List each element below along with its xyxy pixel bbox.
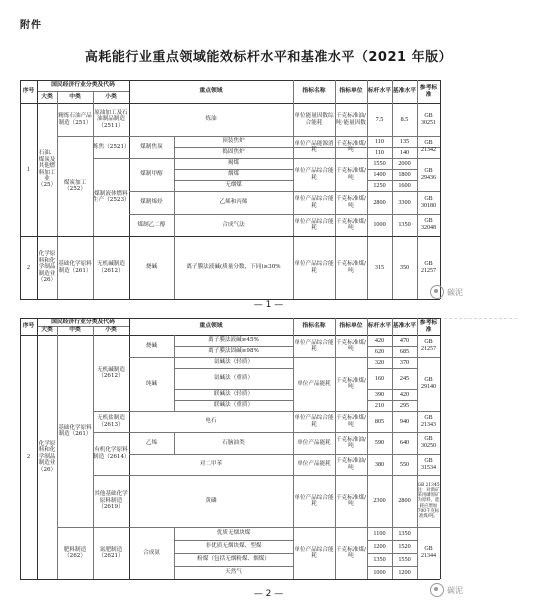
cell-baseline: 940	[399, 417, 410, 425]
cell-baseline: 1550	[398, 555, 411, 563]
cell-unit: 千克标准煤/吨	[336, 168, 366, 181]
cell-field: 煤制甲醇	[140, 171, 163, 178]
cell-subfield: 无烟煤	[225, 182, 242, 189]
cell-baseline: 470	[399, 336, 410, 344]
cell-reference: GB 29140	[421, 377, 436, 390]
cell-minor: 无机盐制造（2613）	[97, 415, 125, 428]
cell-benchmark: 315	[374, 263, 385, 271]
cell-field: 煤制焦炭	[140, 143, 163, 150]
header-benchmark: 标杆水平	[367, 323, 392, 330]
header-medium: 中类	[69, 327, 81, 334]
header-reference: 参考标准	[419, 84, 438, 98]
cell-baseline: 1350	[398, 221, 411, 229]
cell-medium: 肥料制造（262）	[63, 546, 87, 559]
cell-benchmark: 380	[374, 460, 385, 468]
cell-benchmark: 1100	[373, 529, 386, 537]
cell-major: 化学原料和化学制品制造业（26）	[37, 440, 57, 473]
cell-baseline: 295	[399, 401, 410, 409]
cell-minor: 无机碱制造（2612）	[97, 366, 125, 379]
cell-baseline: 1800	[398, 170, 411, 178]
cell-reference: GB 30250	[421, 436, 436, 449]
header-classification: 国民经济行业分类及代码	[51, 318, 115, 325]
cell-major: 化学原料和化学制品制造业（26）	[37, 251, 57, 284]
cell-unit: 千克标准油/吨·能量因数	[336, 113, 366, 126]
cell-minor: 炼焦（2521）	[93, 143, 130, 150]
cell-field: 合成氨	[143, 549, 160, 556]
cell-indicator: 单位产品综合能耗	[294, 494, 334, 507]
header-indicator-name: 指标名称	[302, 88, 326, 95]
cell-minor: 氮肥制造（2621）	[98, 546, 124, 559]
cell-reference: GB 31534	[421, 457, 436, 471]
cell-benchmark: 1000	[373, 568, 386, 576]
cell-unit: 千克标准煤/吨	[336, 218, 366, 231]
cell-minor: 其他基础化学原料制造（2619）	[94, 491, 128, 511]
cell-indicator: 单位产品综合能耗	[294, 415, 334, 428]
header-minor: 小类	[105, 93, 117, 100]
cell-unit: 千克标准煤/吨	[336, 261, 366, 274]
cell-medium: 基础化学原料制造（261）	[58, 261, 92, 274]
cell-benchmark: 2300	[373, 497, 386, 505]
header-indicator-unit: 指标单位	[339, 323, 363, 330]
header-minor: 小类	[105, 327, 117, 334]
cell-reference: GB 21344	[421, 546, 436, 559]
cell-reference: GB 32048	[421, 218, 436, 231]
cell-indicator: 单位产品综合能耗	[294, 218, 334, 231]
cell-subfield: 褐煤	[227, 160, 240, 167]
cell-unit: 千克标准煤/吨	[336, 339, 366, 352]
cell-benchmark: 1350	[373, 555, 386, 563]
cell-benchmark: 320	[374, 358, 385, 366]
cell-baseline: 140	[399, 148, 410, 156]
header-seq: 序号	[22, 323, 35, 330]
header-benchmark: 标杆水平	[367, 88, 392, 95]
cell-baseline: 2000	[398, 159, 411, 167]
annex-label: 附件	[20, 20, 42, 31]
cell-benchmark: 2800	[373, 198, 386, 206]
cell-indicator: 单位产品综合能耗	[294, 261, 334, 274]
cell-benchmark: 110	[374, 148, 385, 156]
header-reference: 参考标准	[419, 319, 438, 333]
cell-field: 纯碱	[145, 380, 158, 387]
header-baseline: 基准水平	[392, 323, 417, 330]
cell-subfield: 氨碱法（轻质）	[213, 359, 254, 366]
cell-minor: 有机化学原料制造（2614）	[93, 447, 130, 460]
cell-unit: 千克标准煤/吨	[336, 415, 366, 428]
header-seq: 序号	[22, 88, 35, 95]
cell-seq: 2	[26, 263, 31, 271]
cell-benchmark: 160	[374, 374, 385, 382]
cell-seq: 2	[26, 453, 31, 461]
cell-subfield: 烟煤	[227, 171, 240, 178]
cell-minor: 煤制液体燃料生产（2523）	[93, 190, 130, 203]
cell-seq: 1	[26, 165, 31, 173]
cell-reference: GB 21343	[421, 414, 436, 428]
cell-medium: 基础化学原料制造（261）	[58, 424, 92, 437]
cell-benchmark: 210	[374, 401, 385, 409]
cell-benchmark: 805	[374, 417, 385, 425]
watermark-text: 碳泥	[447, 287, 463, 297]
cell-field: 烧碱	[145, 342, 158, 349]
cell-medium: 精炼石油产品制造（251）	[58, 113, 92, 126]
cell-indicator: 单位能量因数综合能耗	[294, 113, 334, 126]
document-title: 高耗能行业重点领域能效标杆水平和基准水平（2021 年版）	[84, 50, 453, 65]
cell-unit: 千克标准煤/吨	[336, 140, 366, 153]
cell-subfield: 石脑油类	[222, 439, 245, 446]
cell-field: 烧碱	[145, 264, 158, 271]
cell-reference: GB 21257	[421, 339, 436, 352]
cell-field: 煤制烯烃	[140, 199, 163, 206]
cell-reference: GB 30251	[421, 112, 436, 126]
cell-reference: GB 29436	[421, 167, 436, 181]
cell-indicator: 单位产品综合能耗	[294, 168, 334, 181]
cell-subfield: 氨碱法（重质）	[213, 375, 254, 382]
watermark-icon	[430, 583, 444, 597]
cell-benchmark: 1400	[373, 170, 386, 178]
cell-reference: GB 21342	[421, 140, 436, 153]
cell-baseline: 1520	[398, 542, 411, 550]
cell-unit: 千克标准煤/吨	[336, 196, 366, 209]
cell-benchmark: 1250	[373, 181, 386, 189]
header-major: 大类	[41, 93, 53, 100]
cell-reference: GB 21257	[421, 260, 436, 274]
cell-minor: 无机碱制造（2612）	[97, 261, 125, 274]
cell-subfield: 离子膜法液碱≥45%	[208, 337, 259, 344]
watermark-text: 碳泥	[447, 585, 463, 595]
watermark	[430, 583, 463, 597]
cell-subfield: 离子膜法液碱(质量分数，下同)≥30%	[186, 264, 281, 271]
cell-reference: GB 21345 注：对新矿采用磷原矿为原料，能耗应增加700千克标准煤/吨。	[417, 483, 440, 519]
header-indicator-unit: 指标单位	[339, 88, 363, 95]
cell-subfield: 非优质无烟块煤、型煤	[205, 543, 262, 550]
header-baseline: 基准水平	[392, 88, 417, 95]
cell-unit: 千克标准油/吨	[336, 458, 366, 471]
cell-subfield: 乙烯和丙烯	[219, 199, 248, 206]
cell-baseline: 1600	[398, 181, 411, 189]
cell-benchmark: 1200	[373, 542, 386, 550]
cell-baseline: 2800	[398, 497, 411, 505]
cell-subfield: 天然气	[225, 569, 242, 576]
cell-field: 煤制乙二醇	[137, 221, 166, 228]
cell-subfield: 联碱法（轻质）	[213, 391, 254, 398]
cell-baseline: 8.5	[400, 115, 409, 123]
cell-subfield: 顶装焦炉	[222, 138, 245, 145]
cell-benchmark: 620	[374, 347, 385, 355]
cell-benchmark: 590	[374, 439, 385, 447]
cell-unit: 千克标准煤/吨	[336, 494, 366, 507]
cell-baseline: 245	[399, 374, 410, 382]
header-medium: 中类	[69, 93, 81, 100]
cell-baseline: 350	[399, 263, 410, 271]
cell-subfield: 粉煤（包括无烟粉煤、烟煤）	[197, 556, 270, 563]
cell-baseline: 135	[399, 137, 410, 145]
cell-field: 乙烯	[145, 439, 158, 446]
cell-subfield: 离子膜法固碱≥98%	[208, 348, 259, 355]
cell-indicator: 单位产品综合能耗	[294, 339, 334, 352]
cell-benchmark: 110	[374, 137, 385, 145]
cell-field: 对二甲苯	[199, 461, 223, 468]
cell-benchmark: 420	[374, 336, 385, 344]
cell-indicator: 单位产品能源消耗	[294, 140, 334, 153]
cell-field: 炼油	[205, 116, 217, 123]
cell-baseline: 370	[399, 358, 410, 366]
cell-unit: 千克标准煤/吨	[336, 546, 366, 559]
header-classification: 国民经济行业分类及代码	[51, 82, 115, 89]
page-number-1: — 1 —	[253, 300, 284, 310]
cell-baseline: 685	[399, 347, 410, 355]
cell-indicator: 单位产品综合能耗	[294, 196, 334, 209]
cell-subfield: 合成气法	[222, 221, 245, 228]
cell-indicator: 单位产品能耗	[297, 461, 331, 468]
cell-benchmark: 390	[374, 390, 385, 398]
cell-field: 黄磷	[205, 497, 217, 504]
cell-baseline: 3300	[398, 198, 411, 206]
cell-unit: 千克标准煤/吨	[336, 377, 366, 390]
cell-indicator: 单位产品能耗	[297, 380, 331, 387]
cell-medium: 煤炭加工（252）	[63, 179, 87, 192]
header-key-field: 重点领域	[199, 88, 223, 95]
cell-baseline: 1350	[398, 529, 411, 537]
cell-baseline: 1200	[398, 568, 411, 576]
cell-minor: 原油加工及石油制品制造（2511）	[94, 109, 128, 129]
header-indicator-name: 指标名称	[302, 323, 326, 330]
cell-major: 石油、煤炭及其他燃料加工业（25）	[37, 150, 57, 189]
cell-subfield: 优质无烟块煤	[216, 530, 251, 537]
cell-reference: GB 30180	[421, 195, 436, 209]
cell-unit: 千克标准油/吨	[336, 436, 366, 449]
cell-indicator: 单位产品综合能耗	[294, 546, 334, 559]
cell-baseline: 640	[399, 439, 410, 447]
header-major: 大类	[41, 327, 53, 334]
cell-benchmark: 1550	[373, 159, 386, 167]
page-number-2: — 2 —	[253, 589, 284, 599]
cell-indicator: 单位产品能耗	[297, 439, 331, 446]
cell-baseline: 550	[399, 460, 410, 468]
cell-field: 电石	[205, 418, 217, 425]
cell-benchmark: 1000	[373, 221, 386, 229]
cell-benchmark: 7.5	[375, 115, 384, 123]
header-key-field: 重点领域	[199, 323, 223, 330]
cell-subfield: 捣固焦炉	[222, 149, 245, 156]
cell-subfield: 联碱法（重质）	[213, 402, 254, 409]
cell-baseline: 420	[399, 390, 410, 398]
